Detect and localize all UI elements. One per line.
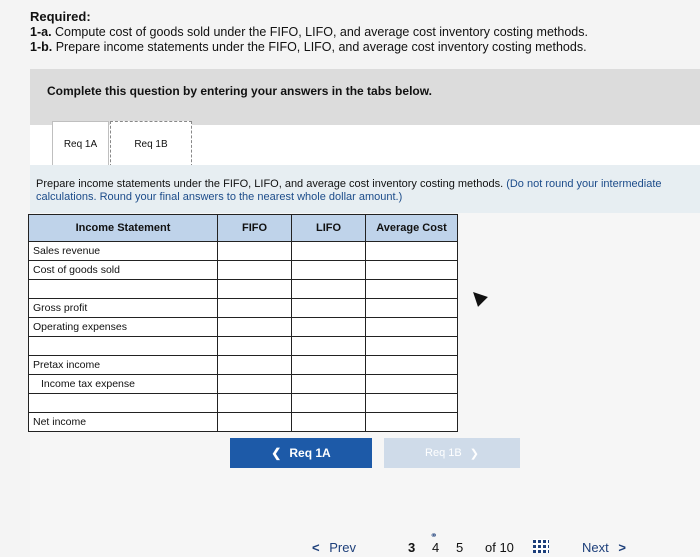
chevron-right-icon: ❯	[469, 447, 479, 460]
row-label-input[interactable]	[29, 280, 218, 299]
table-row	[29, 242, 458, 261]
average-cost-input[interactable]	[366, 242, 458, 261]
next-page-label: Next	[582, 540, 609, 555]
next-req-button[interactable]	[384, 438, 520, 468]
fifo-input[interactable]	[218, 413, 292, 432]
row-label: Operating expenses	[29, 318, 218, 337]
lifo-input[interactable]	[292, 280, 366, 299]
page-4[interactable]: 4	[432, 540, 440, 555]
row-label: Income tax expense	[29, 375, 218, 394]
requirement-1b	[30, 40, 587, 54]
instruction-text	[36, 178, 676, 204]
requirement-1a-prefix: 1-a.	[30, 25, 52, 39]
requirement-1a-text: Compute cost of goods sold under the FIFO, LIFO, and average cost inventory costing methods.	[55, 25, 588, 39]
header-fifo: FIFO	[218, 215, 292, 242]
table-row	[29, 280, 458, 299]
banner-text: Complete this question by entering your answers in the tabs below.	[47, 84, 432, 98]
page-5[interactable]: 5	[456, 540, 464, 555]
lifo-input[interactable]	[292, 413, 366, 432]
row-label-input[interactable]	[29, 394, 218, 413]
lifo-input[interactable]	[292, 299, 366, 318]
average-cost-input[interactable]	[366, 413, 458, 432]
average-cost-input[interactable]	[366, 299, 458, 318]
chevron-left-icon: ❮	[271, 446, 282, 460]
header-income-statement: Income Statement	[29, 215, 218, 242]
fifo-input[interactable]	[218, 337, 292, 356]
fifo-input[interactable]	[218, 356, 292, 375]
lifo-input[interactable]	[292, 318, 366, 337]
income-statement-table	[28, 214, 458, 432]
tab-req-1a[interactable]: Req 1A	[52, 121, 109, 166]
average-cost-input[interactable]	[366, 337, 458, 356]
row-label: Pretax income	[29, 356, 218, 375]
average-cost-input[interactable]	[366, 280, 458, 299]
row-label-input[interactable]	[29, 337, 218, 356]
row-label: Sales revenue	[29, 242, 218, 261]
requirement-1b-text: Prepare income statements under the FIFO, LIFO, and average cost inventory costing methods.	[55, 40, 587, 54]
fifo-input[interactable]	[218, 242, 292, 261]
table-row	[29, 375, 458, 394]
chevron-left-icon: <	[312, 540, 320, 555]
row-label: Gross profit	[29, 299, 218, 318]
requirement-1a	[30, 25, 588, 39]
lifo-input[interactable]	[292, 242, 366, 261]
average-cost-input[interactable]	[366, 394, 458, 413]
table-row	[29, 356, 458, 375]
page-3[interactable]: 3	[408, 540, 416, 555]
prev-req-button[interactable]	[230, 438, 372, 468]
table-row	[29, 394, 458, 413]
fifo-input[interactable]	[218, 375, 292, 394]
table-row	[29, 318, 458, 337]
lifo-input[interactable]	[292, 261, 366, 280]
table-row	[29, 261, 458, 280]
next-req-label: Req 1B	[425, 447, 462, 459]
fifo-input[interactable]	[218, 318, 292, 337]
fifo-input[interactable]	[218, 299, 292, 318]
lifo-input[interactable]	[292, 356, 366, 375]
table-row	[29, 299, 458, 318]
tab-req-1b[interactable]: Req 1B	[110, 121, 192, 167]
link-icon: ⚭	[430, 530, 438, 540]
average-cost-input[interactable]	[366, 375, 458, 394]
average-cost-input[interactable]	[366, 261, 458, 280]
row-label: Cost of goods sold	[29, 261, 218, 280]
fifo-input[interactable]	[218, 280, 292, 299]
prev-req-label: Req 1A	[289, 446, 331, 460]
average-cost-input[interactable]	[366, 356, 458, 375]
table-header-row	[29, 215, 458, 242]
lifo-input[interactable]	[292, 375, 366, 394]
row-label: Net income	[29, 413, 218, 432]
prev-page-button[interactable]	[312, 540, 356, 555]
instruction-main: Prepare income statements under the FIFO, LIFO, and average cost inventory costing methods.	[36, 178, 504, 190]
table-row	[29, 337, 458, 356]
grid-icon[interactable]	[533, 539, 549, 553]
header-average-cost: Average Cost	[366, 215, 458, 242]
average-cost-input[interactable]	[366, 318, 458, 337]
table-row	[29, 413, 458, 432]
lifo-input[interactable]	[292, 394, 366, 413]
instruction-note: (Do not round your intermediate calculations. Round your final answers to the nearest whole dollar amount.)	[36, 178, 662, 203]
page-count: of 10	[485, 540, 514, 555]
header-lifo: LIFO	[292, 215, 366, 242]
lifo-input[interactable]	[292, 337, 366, 356]
next-page-button[interactable]	[582, 540, 626, 555]
fifo-input[interactable]	[218, 394, 292, 413]
fifo-input[interactable]	[218, 261, 292, 280]
chevron-right-icon: >	[618, 540, 626, 555]
prev-page-label: Prev	[329, 540, 356, 555]
required-heading: Required:	[30, 9, 91, 24]
requirement-1b-prefix: 1-b.	[30, 40, 53, 54]
